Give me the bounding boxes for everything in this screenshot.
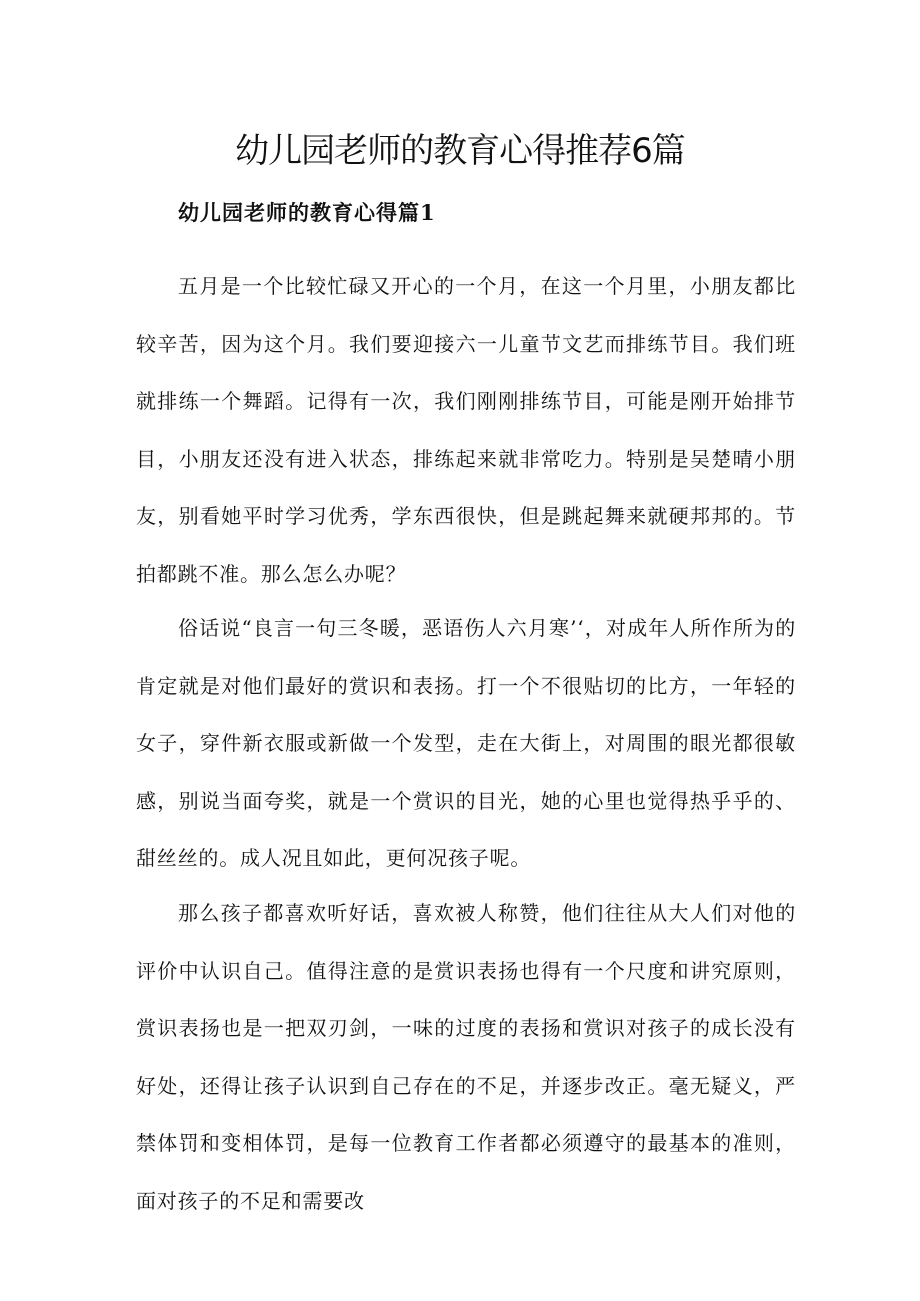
document-title: 幼儿园老师的教育心得推荐6篇 — [235, 131, 685, 171]
paragraph-1: 五月是一个比较忙碌又开心的一个月，在这一个月里，小朋友都比较辛苦，因为这个月。我们要迎接六一儿童节文艺而排练节目。我们班就排练一个舞蹈。记得有一次，我们刚刚排练节目，可能是刚开始排节目，小朋友还没有进入状态，排练起来就非常吃力。特别是吴楚晴小朋友，别看她平时学习优秀，学东西很快，但是跳起舞来就硬邦邦的。节拍都跳不准。那么怎么办呢？ — [136, 274, 796, 586]
section-heading: 幼儿园老师的教育心得篇1 — [178, 200, 436, 225]
paragraph-2: 俗话说“良言一句三冬暖，恶语伤人六月寒’‘，对成年人所作所为的肯定就是对他们最好的赏识和表扬。打一个不很贴切的比方，一年轻的女子，穿件新衣服或新做一个发型，走在大街上，对周围的眼光都很敏感，别说当面夸奖，就是一个赏识的目光，她的心里也觉得热乎乎的、甜丝丝的。成人况且如此，更何况孩子呢。 — [136, 616, 796, 871]
paragraph-3: 那么孩子都喜欢听好话，喜欢被人称赞，他们往往从大人们对他的评价中认识自己。值得注意的是赏识表扬也得有一个尺度和讲究原则，赏识表扬也是一把双刃剑，一味的过度的表扬和赏识对孩子的成长没有好处，还得让孩子认识到自己存在的不足，并逐步改正。毫无疑义，严禁体罚和变相体罚，是每一位教育工作者都必须遵守的最基本的准则，面对孩子的不足和需要改 — [136, 901, 796, 1213]
